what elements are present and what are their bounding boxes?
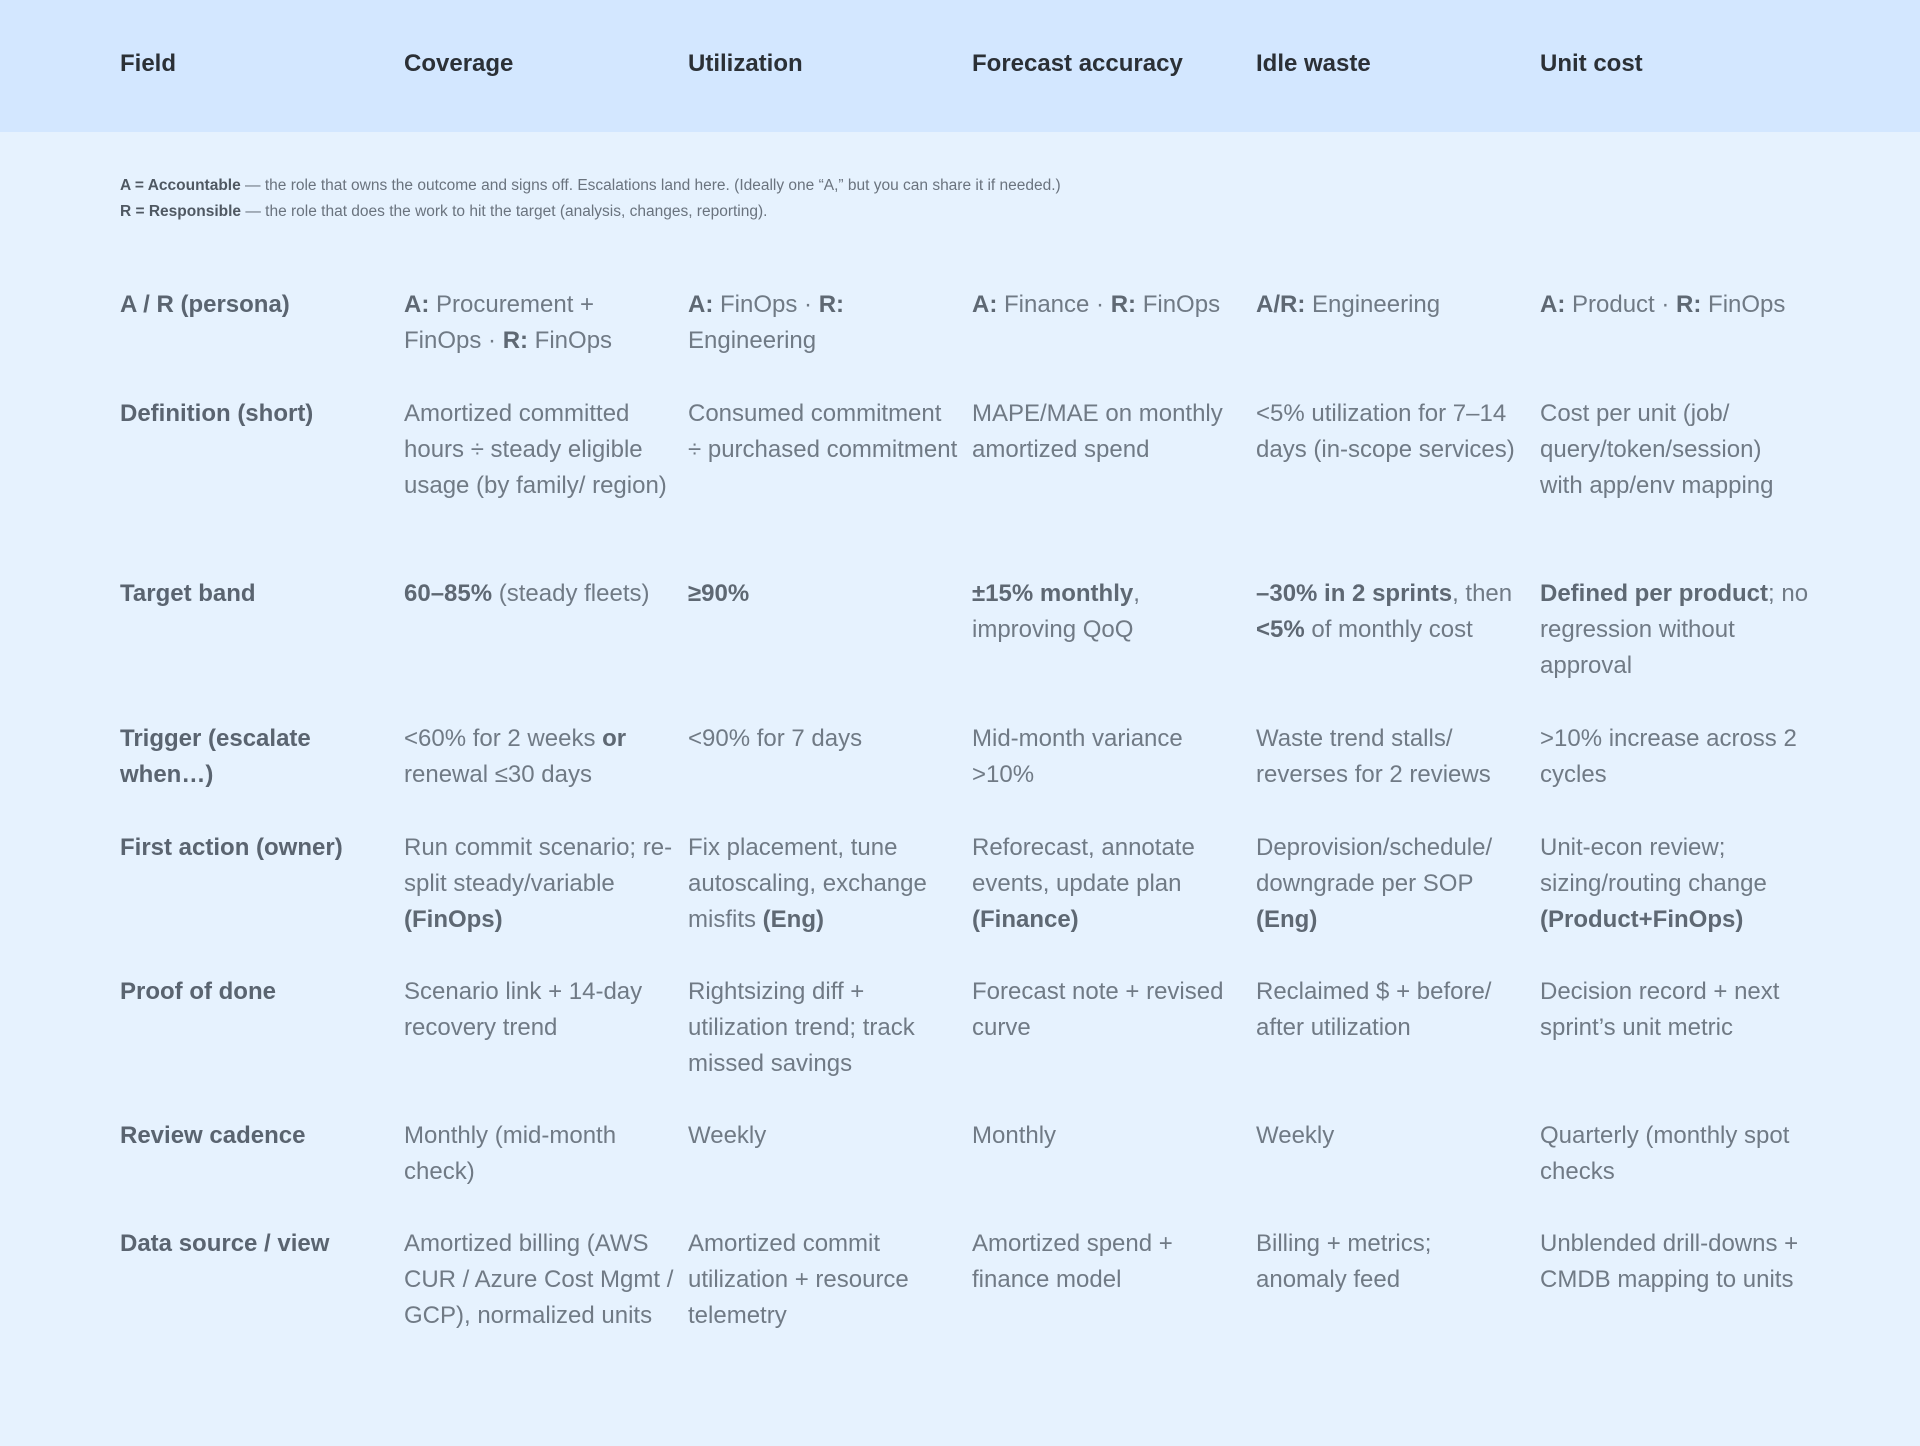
cell-unit: Defined per product; no regression without approval <box>1540 580 1809 679</box>
cell-utilization: A: FinOps · R: Engineering <box>688 291 845 354</box>
header-coverage: Coverage <box>404 50 514 77</box>
cell-coverage: 60–85% (steady fleets) <box>404 580 650 607</box>
header-unit-cost: Unit cost <box>1540 50 1643 77</box>
cell-forecast: Amortized spend + finance model <box>972 1230 1173 1293</box>
legend-accountable <box>120 173 1061 199</box>
row-label: A / R (persona) <box>120 291 290 318</box>
cell-utilization: <90% for 7 days <box>688 725 863 752</box>
cell-idle: Waste trend stalls/ reverses for 2 reviews <box>1256 725 1491 788</box>
cell-unit: Unit-econ review; sizing/routing change (Product+FinOps) <box>1540 834 1767 933</box>
cell-forecast: Monthly <box>972 1122 1057 1149</box>
legend-responsible <box>120 199 1061 225</box>
cell-idle: Reclaimed $ + before/ after utilization <box>1256 978 1492 1041</box>
cell-idle: –30% in 2 sprints, then <5% of monthly cost <box>1256 580 1513 643</box>
row-label: Data source / view <box>120 1230 330 1257</box>
cell-utilization: Amortized commit utilization + resource telemetry <box>688 1230 909 1329</box>
cell-unit: Cost per unit (job/ query/token/session) with app/env mapping <box>1540 400 1774 499</box>
cell-idle: <5% utilization for 7–14 days (in-scope services) <box>1256 400 1515 463</box>
cell-forecast: A: Finance · R: FinOps <box>972 291 1221 318</box>
cell-idle: Deprovision/schedule/ downgrade per SOP (Eng) <box>1256 834 1493 933</box>
cell-forecast: ±15% monthly, improving QoQ <box>972 580 1140 643</box>
cell-unit: Decision record + next sprint’s unit metric <box>1540 978 1780 1041</box>
legend-a-text: — the role that owns the outcome and signs off. Escalations land here. (Ideally one “A,” but you can share it if needed.) <box>240 177 1061 194</box>
cell-unit: Unblended drill-downs + CMDB mapping to units <box>1540 1230 1799 1293</box>
cell-coverage: Run commit scenario; re-split steady/variable (FinOps) <box>404 834 673 933</box>
cell-coverage: Monthly (mid-month check) <box>404 1122 617 1185</box>
table-header <box>0 0 1920 132</box>
cell-coverage: Amortized committed hours ÷ steady eligible usage (by family/ region) <box>404 400 667 499</box>
ar-legend <box>120 173 1061 225</box>
row-label: Definition (short) <box>120 400 314 427</box>
cell-unit: >10% increase across 2 cycles <box>1540 725 1797 788</box>
cell-forecast: Reforecast, annotate events, update plan (Finance) <box>972 834 1195 933</box>
cell-coverage: <60% for 2 weeks or renewal ≤30 days <box>404 725 627 788</box>
header-forecast-accuracy: Forecast accuracy <box>972 50 1183 77</box>
cell-utilization: Fix placement, tune autoscaling, exchange misfits (Eng) <box>688 834 927 933</box>
cell-coverage: Scenario link + 14-day recovery trend <box>404 978 643 1041</box>
row-label: Trigger (escalate when…) <box>120 725 311 788</box>
cell-forecast: Forecast note + revised curve <box>972 978 1224 1041</box>
cell-forecast: MAPE/MAE on monthly amortized spend <box>972 400 1223 463</box>
row-label: Proof of done <box>120 978 276 1005</box>
row-label: Review cadence <box>120 1122 306 1149</box>
header-utilization: Utilization <box>688 50 803 77</box>
row-label: First action (owner) <box>120 834 343 861</box>
header-field: Field <box>120 50 177 77</box>
cell-utilization: Rightsizing diff + utilization trend; track missed savings <box>688 978 915 1077</box>
cell-utilization: Weekly <box>688 1122 767 1149</box>
cell-idle: A/R: Engineering <box>1256 291 1441 318</box>
cell-coverage: Amortized billing (AWS CUR / Azure Cost Mgmt / GCP), normalized units <box>404 1230 674 1329</box>
legend-r-key: R = Responsible <box>120 203 242 220</box>
cell-forecast: Mid-month variance >10% <box>972 725 1183 788</box>
header-idle-waste: Idle waste <box>1256 50 1371 77</box>
cell-idle: Billing + metrics; anomaly feed <box>1256 1230 1432 1293</box>
cell-coverage: A: Procurement + FinOps · R: FinOps <box>404 291 613 354</box>
cell-idle: Weekly <box>1256 1122 1335 1149</box>
cell-unit: A: Product · R: FinOps <box>1540 291 1786 318</box>
legend-a-key: A = Accountable <box>120 177 241 194</box>
cell-utilization: Consumed commitment ÷ purchased commitment <box>688 400 958 463</box>
cell-utilization: ≥90% <box>688 580 750 607</box>
cell-unit: Quarterly (monthly spot checks <box>1540 1122 1790 1185</box>
row-label: Target band <box>120 580 256 607</box>
legend-r-text: — the role that does the work to hit the target (analysis, changes, reporting). <box>241 203 768 220</box>
